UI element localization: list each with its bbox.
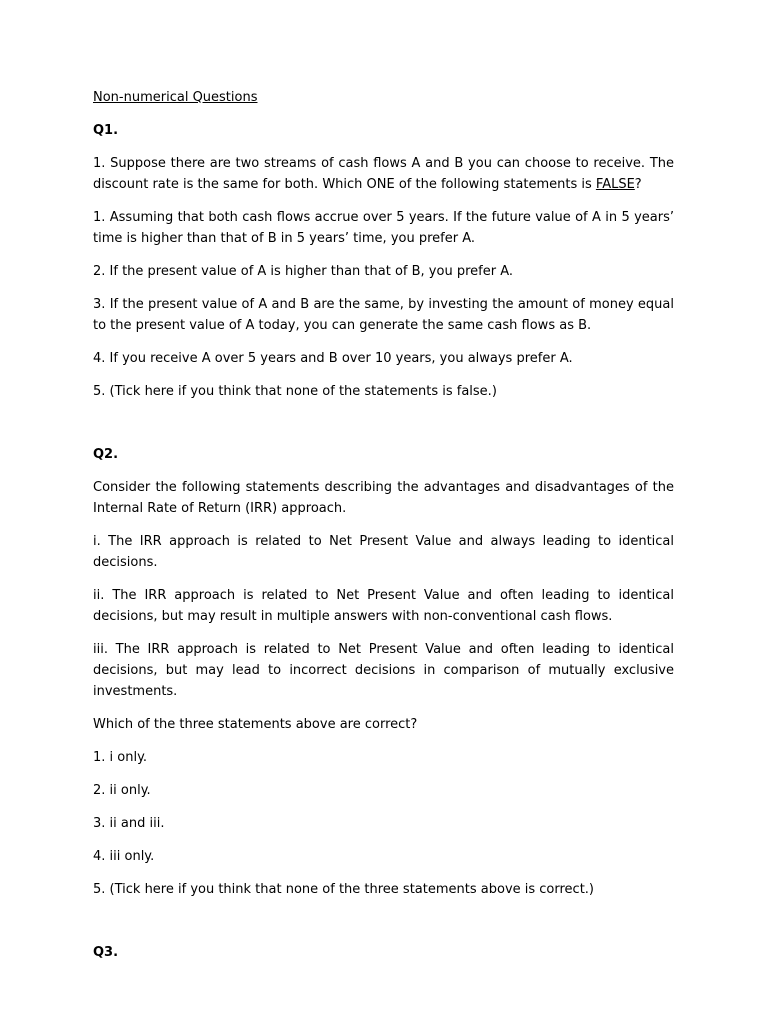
q2-option-1: 1. i only. [93, 750, 148, 765]
q2-option-5: 5. (Tick here if you think that none of the three statements above is correct.) [93, 882, 595, 897]
document-body [93, 87, 674, 975]
question-stem-q1 [93, 153, 674, 195]
q2-question: Which of the three statements above are correct? [93, 717, 418, 732]
q1-option-1: 1. Assuming that both cash flows accrue over 5 years. If the future value of A in 5 years’ time is higher than that of B in 5 years’ time, you prefer A. [93, 210, 674, 246]
question-label-q3: Q3. [93, 945, 119, 960]
stem-text-after: ? [634, 177, 642, 192]
q2-statement-ii: ii. The IRR approach is related to Net Present Value and often leading to identical decisions, but may result in multiple answers with non-conventional cash flows. [93, 588, 674, 624]
q1-option-5: 5. (Tick here if you think that none of the statements is false.) [93, 384, 497, 399]
q2-statement-iii: iii. The IRR approach is related to Net Present Value and often leading to identical decisions, but may lead to incorrect decisions in comparison of mutually exclusive investments. [93, 642, 674, 699]
q1-option-3: 3. If the present value of A and B are the same, by investing the amount of money equal to the present value of A today, you can generate the same cash flows as B. [93, 297, 674, 333]
q2-statement-i: i. The IRR approach is related to Net Present Value and always leading to identical decisions. [93, 534, 674, 570]
question-label-q2: Q2. [93, 447, 119, 462]
question-label-q1: Q1. [93, 123, 119, 138]
q2-intro: Consider the following statements describing the advantages and disadvantages of the Internal Rate of Return (IRR) approach. [93, 480, 674, 516]
stem-text-before: 1. Suppose there are two streams of cash flows A and B you can choose to receive. The discount rate is the same for both. Which ONE of the following statements is [93, 156, 674, 192]
section-heading: Non-numerical Questions [93, 90, 258, 105]
q2-option-4: 4. iii only. [93, 849, 155, 864]
stem-emphasis-false: FALSE [595, 177, 635, 192]
q2-option-2: 2. ii only. [93, 783, 151, 798]
q1-option-4: 4. If you receive A over 5 years and B over 10 years, you always prefer A. [93, 351, 573, 366]
q1-option-2: 2. If the present value of A is higher than that of B, you prefer A. [93, 264, 513, 279]
q2-option-3: 3. ii and iii. [93, 816, 165, 831]
